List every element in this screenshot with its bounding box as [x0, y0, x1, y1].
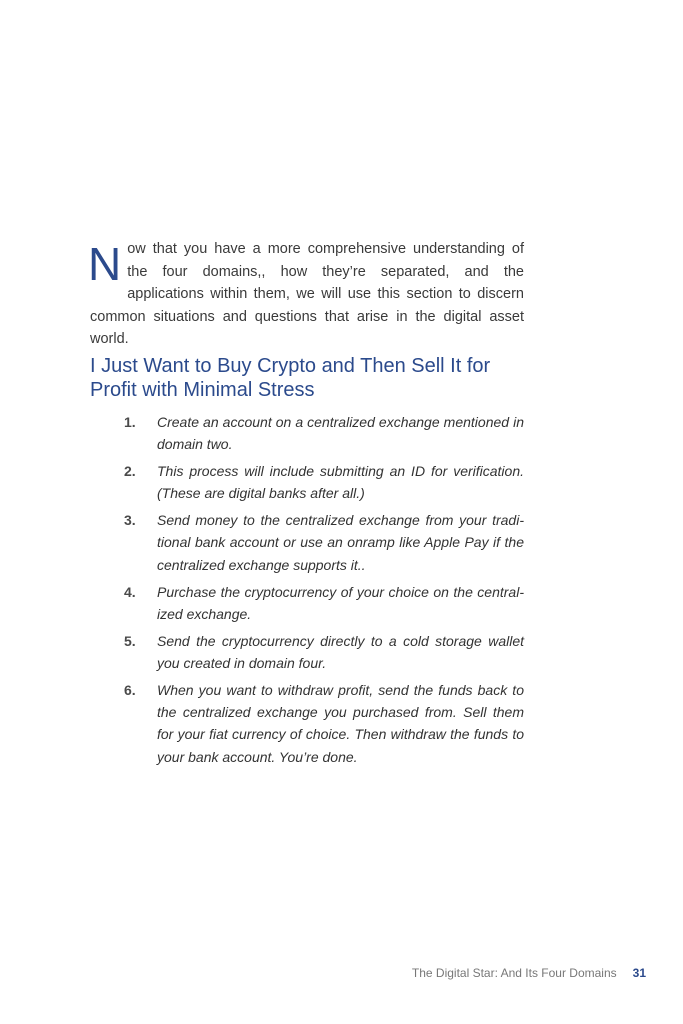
page-number: 31	[632, 966, 646, 980]
step-number: 1.	[124, 414, 136, 430]
section-heading: I Just Want to Buy Crypto and Then Sell It for Profit with Minimal Stress	[90, 355, 491, 401]
step-text: Send money to the centralized exchange from your traditional bank account or use an onramp like Apple Pay if the centralized exchange supports it..	[157, 512, 524, 573]
step-text: Send the cryptocurrency directly to a cold storage wallet you created in domain four.	[157, 632, 524, 671]
list-item	[124, 411, 524, 456]
list-item	[124, 679, 524, 768]
list-item	[124, 460, 524, 505]
steps-list	[124, 411, 524, 772]
step-number: 5.	[124, 632, 136, 649]
step-number: 6.	[124, 681, 136, 698]
step-text: Purchase the cryptocurrency of your choice on the centralized exchange.	[157, 583, 524, 622]
list-item	[124, 509, 524, 576]
list-item	[124, 630, 524, 675]
step-number: 4.	[124, 583, 136, 600]
step-number: 3.	[124, 512, 136, 529]
step-number: 2.	[124, 463, 136, 480]
intro-text: ow that you have a more comprehensive understanding of the four domains,, how they’re separated, and the applications within them, we will use this section to discern common situations and questions that arise in the digital asset world.	[90, 241, 524, 347]
list-item	[124, 581, 524, 626]
step-text: This process will include submitting an ID for verification. (These are digital banks after all.)	[157, 463, 524, 502]
running-footer-title: The Digital Star: And Its Four Domains	[411, 966, 617, 980]
step-text: When you want to withdraw profit, send the funds back to the centralized exchange you purchased from. Sell them for your fiat currency of choice. Then withdraw the funds to your bank account. You’re done.	[157, 681, 524, 765]
step-text: Create an account on a centralized exchange mentioned in domain two.	[157, 414, 524, 453]
intro-paragraph	[90, 238, 524, 351]
page-footer	[412, 965, 646, 981]
drop-cap: N	[88, 238, 122, 290]
